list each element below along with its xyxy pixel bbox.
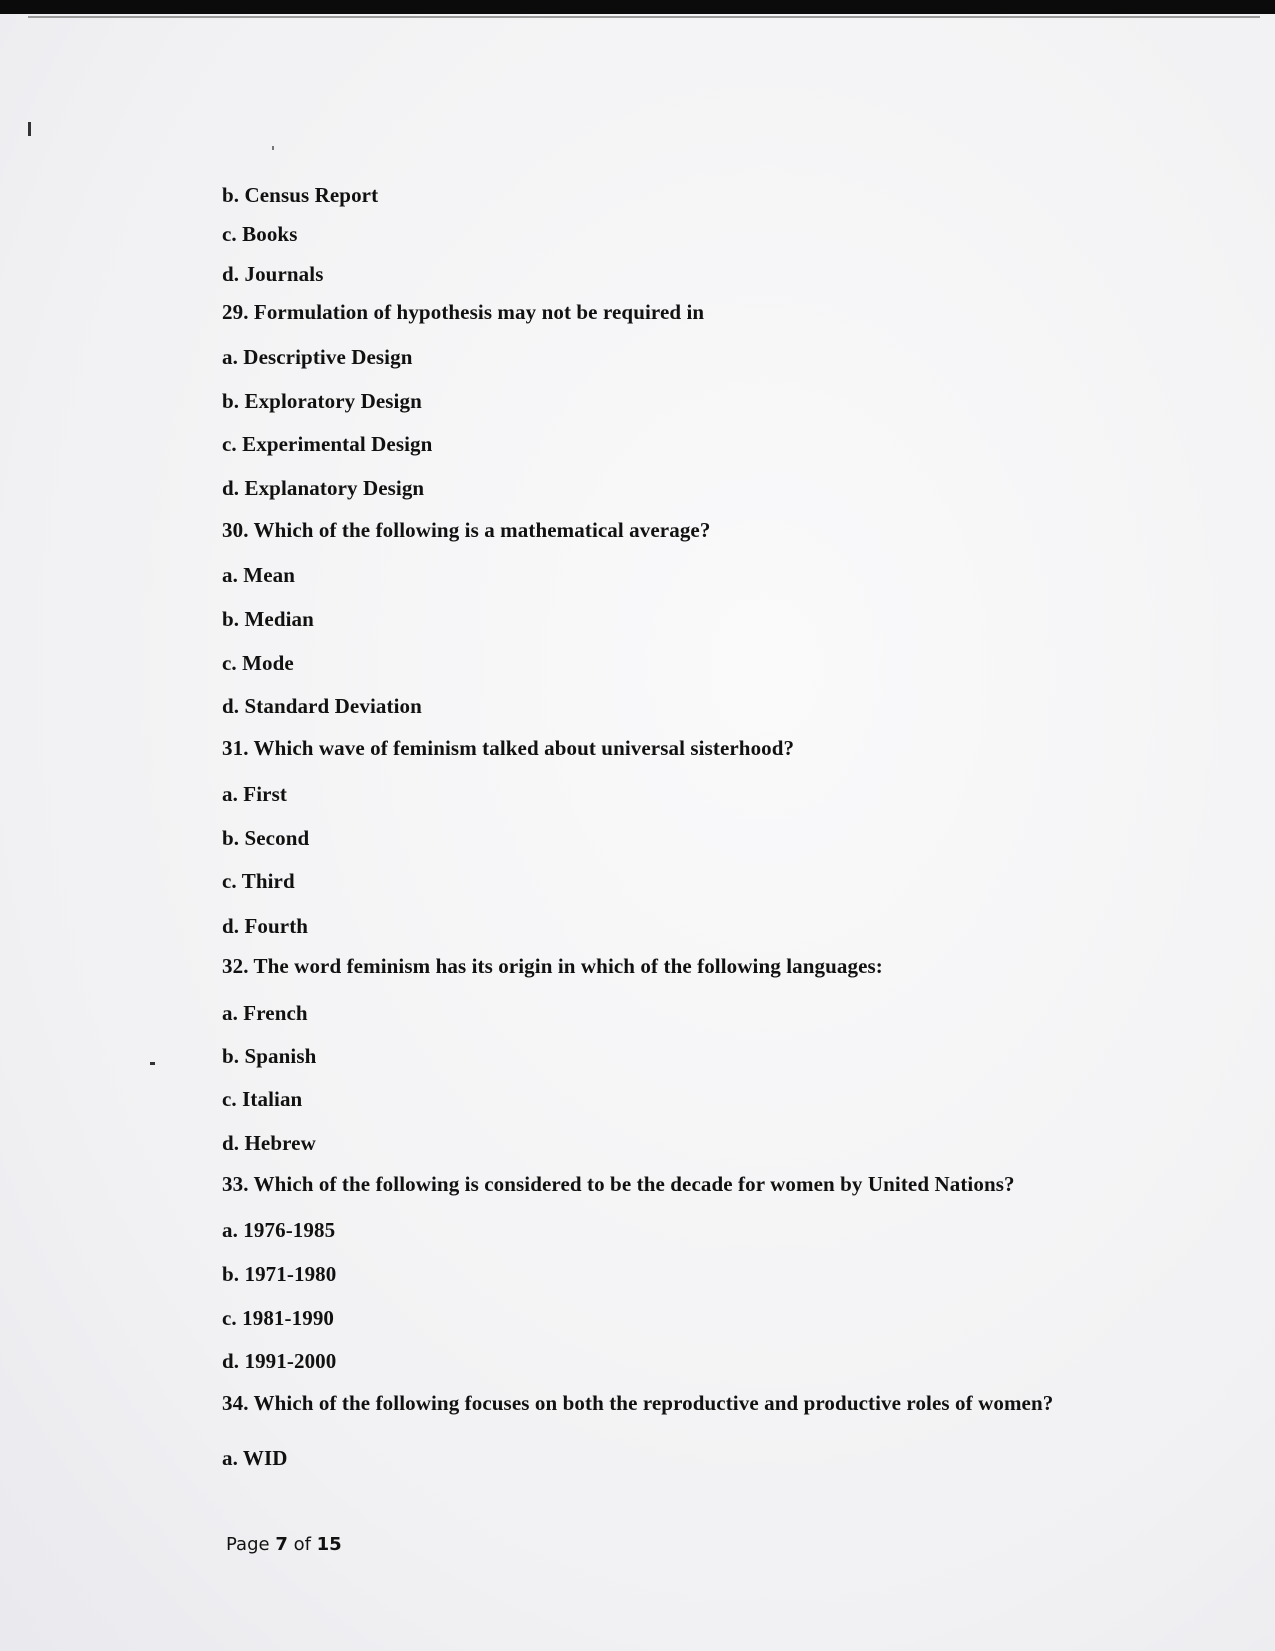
scan-speck — [28, 122, 31, 136]
scan-rule — [28, 16, 1260, 18]
option-c-books: c. Books — [222, 222, 298, 246]
page-label: Page — [226, 1534, 276, 1555]
q34-option-a: a. WID — [222, 1446, 288, 1470]
q29-option-b: b. Exploratory Design — [222, 389, 422, 413]
page-separator: of — [287, 1534, 317, 1555]
q32-option-b: b. Spanish — [222, 1044, 317, 1068]
q32-option-a: a. French — [222, 1001, 308, 1025]
question-34: 34. Which of the following focuses on both the reproductive and productive roles of women? — [222, 1391, 1054, 1415]
question-30: 30. Which of the following is a mathematical average? — [222, 518, 711, 542]
scan-speck — [272, 146, 274, 150]
q31-option-c: c. Third — [222, 869, 295, 893]
option-d-journals: d. Journals — [222, 262, 324, 286]
q33-option-a: a. 1976-1985 — [222, 1218, 336, 1242]
q31-option-d: d. Fourth — [222, 914, 309, 938]
q31-option-b: b. Second — [222, 826, 310, 850]
q29-option-c: c. Experimental Design — [222, 432, 433, 456]
q30-option-b: b. Median — [222, 607, 314, 631]
q33-option-d: d. 1991-2000 — [222, 1349, 337, 1373]
q31-option-a: a. First — [222, 782, 287, 806]
scan-top-edge — [0, 0, 1275, 14]
q30-option-c: c. Mode — [222, 651, 294, 675]
option-b-census-report: b. Census Report — [222, 183, 379, 207]
q29-option-d: d. Explanatory Design — [222, 476, 425, 500]
q30-option-d: d. Standard Deviation — [222, 694, 422, 718]
question-31: 31. Which wave of feminism talked about universal sisterhood? — [222, 736, 795, 760]
question-33: 33. Which of the following is considered to be the decade for women by United Nations? — [222, 1172, 1015, 1196]
q32-option-d: d. Hebrew — [222, 1131, 316, 1155]
q29-option-a: a. Descriptive Design — [222, 345, 413, 369]
current-page-number: 7 — [275, 1534, 288, 1555]
q30-option-a: a. Mean — [222, 563, 296, 587]
page-number-footer — [226, 1534, 342, 1556]
question-32: 32. The word feminism has its origin in which of the following languages: — [222, 954, 883, 978]
q33-option-c: c. 1981-1990 — [222, 1306, 335, 1330]
scan-speck — [150, 1062, 155, 1065]
q32-option-c: c. Italian — [222, 1087, 303, 1111]
total-page-number: 15 — [316, 1534, 342, 1555]
question-29: 29. Formulation of hypothesis may not be required in — [222, 300, 705, 324]
q33-option-b: b. 1971-1980 — [222, 1262, 337, 1286]
